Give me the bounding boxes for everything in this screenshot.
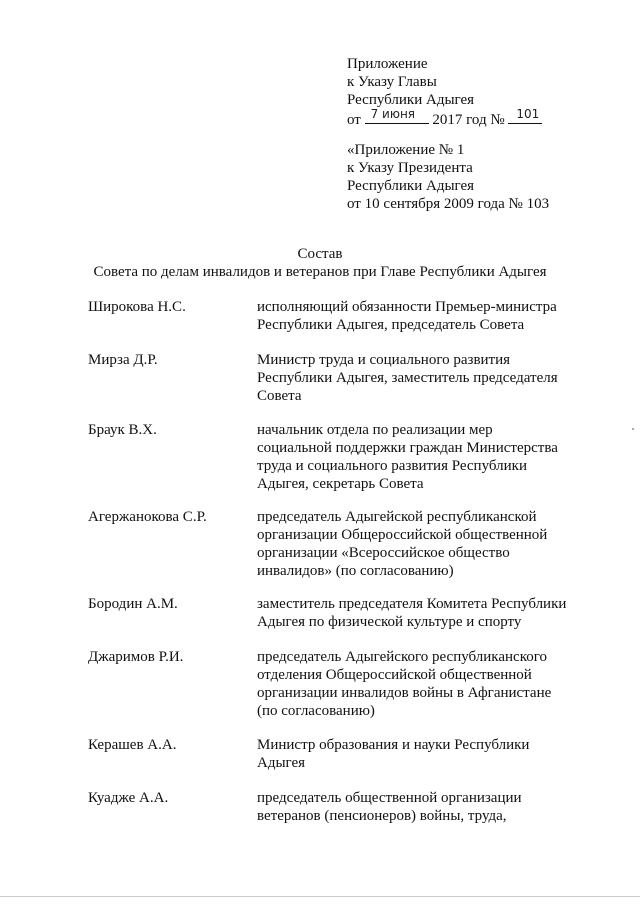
prior-appendix-line-2: к Указу Президента: [347, 160, 473, 176]
appendix-line-1: Приложение: [347, 56, 428, 72]
member-description-line: Адыгея по физической культуре и спорту: [257, 614, 522, 630]
year-text: 2017 год №: [432, 112, 505, 128]
page-bottom-edge: [0, 896, 640, 897]
member-description: [257, 789, 571, 825]
member-description-line: начальник отдела по реализации мер: [257, 422, 493, 438]
number-field: [508, 109, 542, 124]
member-description-line: Республики Адыгея, заместитель председателя: [257, 370, 558, 386]
member-description-line: организации Общероссийской общественной: [257, 527, 548, 543]
document-subtitle: Совета по делам инвалидов и ветеранов при Главе Республики Адыгея: [93, 264, 547, 280]
member-description: [257, 421, 571, 493]
prior-appendix-line-4: от 10 сентября 2009 года № 103: [347, 196, 550, 212]
member-description: [257, 595, 571, 631]
member-description-line: Адыгея, секретарь Совета: [257, 476, 424, 492]
appendix-date-line: [347, 109, 607, 129]
member-name: Браук В.Х.: [88, 422, 157, 438]
member-description-line: Адыгея: [257, 755, 306, 771]
member-description-line: труда и социального развития Республики: [257, 458, 527, 474]
appendix-line-2: к Указу Главы: [347, 74, 437, 90]
member-description-line: ветеранов (пенсионеров) войны, труда,: [257, 808, 507, 824]
member-description-line: исполняющий обязанности Премьер-министра: [257, 299, 557, 315]
handwritten-date: 7 июня: [370, 107, 416, 121]
handwritten-number: 101: [516, 107, 540, 121]
date-prefix: от: [347, 112, 361, 128]
scan-speck: [632, 428, 634, 430]
member-name: Бородин А.М.: [88, 596, 178, 612]
member-description-line: организации инвалидов войны в Афганистане: [257, 685, 552, 701]
member-name: Широкова Н.С.: [88, 299, 186, 315]
member-description: [257, 648, 571, 720]
member-description-line: председатель общественной организации: [257, 790, 522, 806]
member-name: Куадже А.А.: [88, 790, 169, 806]
member-name: Агержанокова С.Р.: [88, 509, 207, 525]
member-description-line: Министр образования и науки Республики: [257, 737, 530, 753]
member-description-line: социальной поддержки граждан Министерства: [257, 440, 558, 456]
appendix-line-3: Республики Адыгея: [347, 92, 475, 108]
member-name: Джаримов Р.И.: [88, 649, 184, 665]
member-description-line: организации «Всероссийское общество: [257, 545, 510, 561]
member-name: Мирза Д.Р.: [88, 352, 158, 368]
document-title: Состав: [297, 246, 343, 262]
member-name: Керашев А.А.: [88, 737, 177, 753]
prior-appendix-line-3: Республики Адыгея: [347, 178, 475, 194]
member-description-line: председатель Адыгейской республиканской: [257, 509, 537, 525]
date-field: [365, 109, 429, 124]
member-description-line: Совета: [257, 388, 302, 404]
member-description-line: Министр труда и социального развития: [257, 352, 511, 368]
member-description: [257, 298, 571, 334]
prior-appendix-block: [347, 141, 607, 213]
member-description: [257, 736, 571, 772]
member-description-line: председатель Адыгейского республиканского: [257, 649, 548, 665]
member-description: [257, 351, 571, 405]
member-description-line: Республики Адыгея, председатель Совета: [257, 317, 525, 333]
member-description: [257, 508, 571, 580]
member-description-line: (по согласованию): [257, 703, 375, 719]
appendix-header: [347, 55, 607, 129]
member-description-line: заместитель председателя Комитета Республики: [257, 596, 567, 612]
member-description-line: инвалидов» (по согласованию): [257, 563, 454, 579]
member-description-line: отделения Общероссийской общественной: [257, 667, 532, 683]
prior-appendix-line-1: «Приложение № 1: [347, 142, 465, 158]
